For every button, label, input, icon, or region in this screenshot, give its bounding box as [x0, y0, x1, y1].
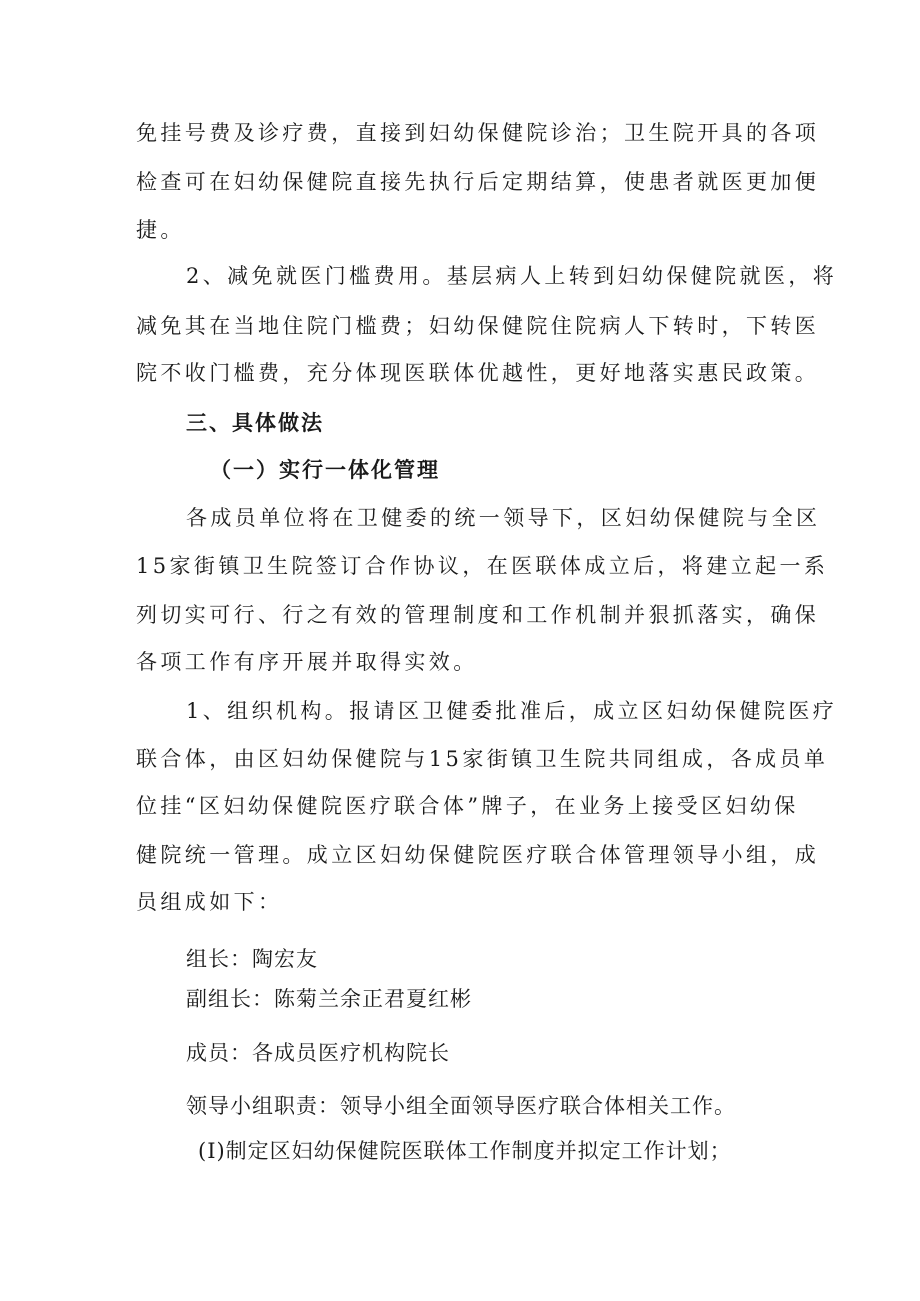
paragraph-4-line-2: 联合体，由区妇幼保健院与15家街镇卫生院共同组成，各成员单 [136, 747, 829, 771]
subsection-heading: （一）实行一体化管理 [210, 458, 440, 482]
deputy-leader-line: 副组长：陈菊兰余正君夏红彬 [186, 987, 472, 1011]
paragraph-1-line-3: 捷。 [136, 218, 185, 242]
paragraph-3-line-3: 列切实可行、行之有效的管理制度和工作机制并狠抓落实，确保 [136, 603, 820, 627]
members-line: 成员：各成员医疗机构院长 [186, 1041, 450, 1065]
duties-line: 领导小组职责：领导小组全面领导医疗联合体相关工作。 [186, 1094, 736, 1118]
leader-line: 组长：陶宏友 [186, 947, 318, 971]
paragraph-2-line-2: 减免其在当地住院门槛费；妇幼保健院住院病人下转时，下转医 [136, 314, 820, 338]
paragraph-4-line-5: 员组成如下： [136, 890, 283, 914]
paragraph-3-line-2: 15家街镇卫生院签订合作协议，在医联体成立后，将建立起一系 [136, 554, 829, 578]
paragraph-3-line-4: 各项工作有序开展并取得实效。 [136, 650, 478, 674]
duty-item-1: (I)制定区妇幼保健院医联体工作制度并拟定工作计划； [198, 1139, 732, 1163]
paragraph-1-line-1: 免挂号费及诊疗费，直接到妇幼保健院诊治；卫生院开具的各项 [136, 121, 820, 145]
section-heading: 三、具体做法 [186, 411, 324, 435]
paragraph-1-line-2: 检查可在妇幼保健院直接先执行后定期结算，使患者就医更加便 [136, 170, 820, 194]
paragraph-4-line-4: 健院统一管理。成立区妇幼保健院医疗联合体管理领导小组，成 [136, 843, 820, 867]
paragraph-4-line-3: 位挂“区妇幼保健院医疗联合体”牌子，在业务上接受区妇幼保 [136, 794, 799, 818]
paragraph-2-line-3: 院不收门槛费，充分体现医联体优越性，更好地落实惠民政策。 [136, 361, 820, 385]
paragraph-4-line-1: 1、组织机构。报请区卫健委批准后，成立区妇幼保健院医疗 [186, 699, 838, 723]
paragraph-3-line-1: 各成员单位将在卫健委的统一领导下，区妇幼保健院与全区 [186, 506, 821, 530]
paragraph-2-line-1: 2、减免就医门槛费用。基层病人上转到妇幼保健院就医，将 [186, 264, 838, 288]
